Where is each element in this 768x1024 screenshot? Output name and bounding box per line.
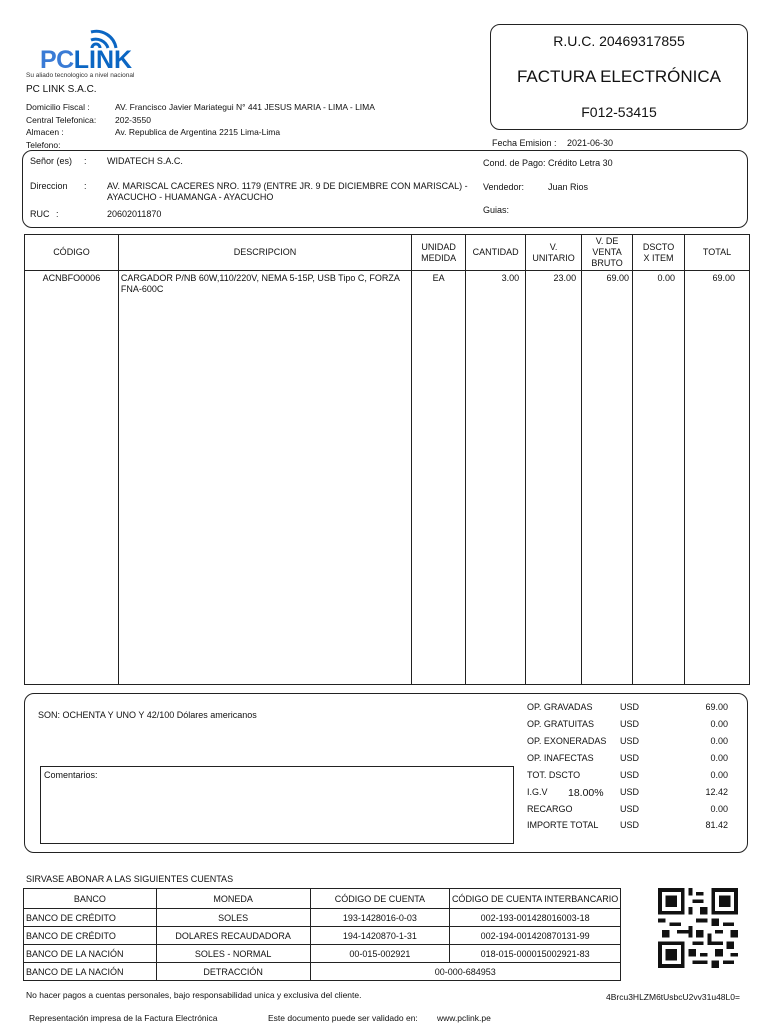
colon: : bbox=[84, 156, 87, 166]
logo-pc-text: PC bbox=[40, 46, 74, 74]
payment-note: No hacer pagos a cuentas personales, bajo responsabilidad unica y exclusiva del cliente. bbox=[26, 990, 362, 1000]
cell-codigo: ACNBFO0006 bbox=[25, 271, 119, 685]
total-currency: USD bbox=[620, 770, 640, 780]
issue-date-label: Fecha Emision : bbox=[492, 138, 557, 148]
company-row-value: AV. Francisco Javier Mariategui N° 441 JESUS MARIA - LIMA - LIMA bbox=[115, 102, 375, 112]
colon: : bbox=[56, 209, 59, 219]
footer-website-link[interactable]: www.pclink.pe bbox=[437, 1013, 491, 1023]
comments-label: Comentarios: bbox=[44, 770, 98, 780]
total-label: OP. GRATUITAS bbox=[527, 719, 595, 729]
total-currency: USD bbox=[620, 820, 640, 830]
invoice-ruc: R.U.C. 20469317855 bbox=[553, 33, 685, 49]
issue-date: 2021-06-30 bbox=[567, 138, 614, 148]
total-currency: USD bbox=[620, 702, 640, 712]
cell-descripcion: CARGADOR P/NB 60W,110/220V, NEMA 5-15P, USB Tipo C, FORZA FNA-600C bbox=[118, 271, 411, 685]
footer-validated-text: Este documento puede ser validado en: bbox=[268, 1013, 418, 1023]
total-value: 0.00 bbox=[710, 719, 728, 729]
bank-section-title: SIRVASE ABONAR A LAS SIGUIENTES CUENTAS bbox=[26, 874, 234, 884]
cell-dscto: 0.00 bbox=[633, 271, 685, 685]
client-name: WIDATECH S.A.C. bbox=[107, 156, 183, 166]
seller-name: Juan Rios bbox=[548, 182, 589, 192]
client-address-line: AYACUCHO - HUAMANGA - AYACUCHO bbox=[107, 192, 274, 202]
logo-link-text: LINK bbox=[73, 46, 133, 74]
total-row-inafectas bbox=[527, 753, 732, 770]
bank-currency: SOLES - NORMAL bbox=[156, 945, 310, 963]
bank-currency: DETRACCIÓN bbox=[156, 963, 310, 981]
total-row-recargo bbox=[527, 804, 732, 821]
total-value: 81.42 bbox=[705, 820, 728, 830]
header-v-unitario: V. UNITARIO bbox=[526, 235, 582, 271]
bank-name: BANCO DE LA NACIÓN bbox=[24, 945, 157, 963]
bank-cci: 002-194-001420870131-99 bbox=[450, 927, 621, 945]
client-ruc: 20602011870 bbox=[107, 209, 162, 219]
bank-header: MONEDA bbox=[156, 889, 310, 909]
total-row-dscto bbox=[527, 770, 732, 787]
company-row-value: Av. Republica de Argentina 2215 Lima-Lima bbox=[115, 127, 281, 137]
total-value: 0.00 bbox=[710, 770, 728, 780]
header-descripcion: DESCRIPCION bbox=[118, 235, 411, 271]
bank-header: CÓDIGO DE CUENTA INTERBANCARIO bbox=[450, 889, 621, 909]
amount-in-words: SON: OCHENTA Y UNO Y 42/100 Dólares americanos bbox=[38, 710, 257, 720]
invoice-ruc-box bbox=[490, 24, 748, 130]
total-currency: USD bbox=[620, 787, 640, 797]
company-row-label: Almacen : bbox=[26, 127, 64, 137]
table-row bbox=[24, 927, 621, 945]
cell-total: 69.00 bbox=[685, 271, 750, 685]
qr-code-icon bbox=[656, 888, 740, 968]
bank-account: 00-015-002921 bbox=[310, 945, 450, 963]
bank-account-merged: 00-000-684953 bbox=[310, 963, 620, 981]
total-currency: USD bbox=[620, 753, 640, 763]
total-currency: USD bbox=[620, 804, 640, 814]
table-row bbox=[24, 963, 621, 981]
company-row bbox=[26, 114, 446, 127]
company-name: PC LINK S.A.C. bbox=[26, 84, 97, 95]
table-row bbox=[25, 271, 750, 685]
bank-account: 194-1420870-1-31 bbox=[310, 927, 450, 945]
bank-name: BANCO DE CRÉDITO bbox=[24, 909, 157, 927]
bank-table bbox=[23, 888, 621, 981]
guides-label: Guias: bbox=[483, 205, 510, 215]
bank-header: BANCO bbox=[24, 889, 157, 909]
total-value: 0.00 bbox=[710, 804, 728, 814]
total-currency: USD bbox=[620, 736, 640, 746]
bank-currency: SOLES bbox=[156, 909, 310, 927]
total-row-gratuitas bbox=[527, 719, 732, 736]
company-tagline: Su aliado tecnologico a nivel nacional bbox=[26, 72, 135, 79]
header-dscto: DSCTO X ITEM bbox=[633, 235, 685, 271]
header-v-venta: V. DE VENTA BRUTO bbox=[582, 235, 633, 271]
client-name-label: Señor (es) bbox=[30, 156, 73, 166]
total-value: 0.00 bbox=[710, 736, 728, 746]
client-box bbox=[22, 150, 748, 228]
cell-cantidad: 3.00 bbox=[466, 271, 526, 685]
total-row-igv bbox=[527, 787, 732, 804]
items-header-row bbox=[25, 235, 750, 271]
total-label: RECARGO bbox=[527, 804, 573, 814]
invoice-title: FACTURA ELECTRÓNICA bbox=[516, 67, 722, 86]
client-ruc-label: RUC bbox=[30, 209, 50, 219]
company-row bbox=[26, 126, 446, 139]
colon: : bbox=[84, 181, 87, 191]
company-logo bbox=[40, 22, 160, 74]
payment-condition: Cond. de Pago: Crédito Letra 30 bbox=[483, 158, 613, 168]
total-value: 69.00 bbox=[705, 702, 728, 712]
bank-account: 193-1428016-0-03 bbox=[310, 909, 450, 927]
igv-rate: 18.00% bbox=[568, 787, 604, 799]
comments-box bbox=[40, 766, 514, 844]
client-address-line: AV. MARISCAL CACERES NRO. 1179 (ENTRE JR. 9 DE DICIEMBRE CON MARISCAL) - bbox=[107, 181, 468, 191]
company-row-label: Central Telefonica: bbox=[26, 114, 97, 125]
total-currency: USD bbox=[620, 719, 640, 729]
cell-v-unitario: 23.00 bbox=[526, 271, 582, 685]
company-row-label: Domicilio Fiscal : bbox=[26, 102, 90, 112]
client-address-label: Direccion bbox=[30, 181, 68, 191]
total-value: 0.00 bbox=[710, 753, 728, 763]
total-label: TOT. DSCTO bbox=[527, 770, 581, 780]
invoice-number: F012-53415 bbox=[581, 104, 657, 120]
bank-name: BANCO DE LA NACIÓN bbox=[24, 963, 157, 981]
table-row bbox=[24, 909, 621, 927]
company-row-label: Telefono: bbox=[26, 139, 61, 150]
company-row-value: 202-3550 bbox=[115, 114, 151, 125]
total-label: IMPORTE TOTAL bbox=[527, 820, 599, 830]
total-row-importe bbox=[527, 820, 732, 837]
total-row-gravadas bbox=[527, 702, 732, 719]
document-hash: 4Brcu3HLZM6tUsbcU2vv31u48L0= bbox=[606, 992, 740, 1002]
cell-unidad: EA bbox=[412, 271, 466, 685]
footer-representation: Representación impresa de la Factura Electrónica bbox=[29, 1013, 218, 1023]
table-row bbox=[24, 945, 621, 963]
bank-currency: DOLARES RECAUDADORA bbox=[156, 927, 310, 945]
total-label: I.G.V bbox=[527, 787, 548, 797]
header-total: TOTAL bbox=[685, 235, 750, 271]
bank-cci: 002-193-001428016003-18 bbox=[450, 909, 621, 927]
items-table bbox=[24, 234, 750, 685]
seller-label: Vendedor: bbox=[483, 182, 525, 192]
cell-v-venta: 69.00 bbox=[582, 271, 633, 685]
header-codigo: CÓDIGO bbox=[25, 235, 119, 271]
bank-header-row bbox=[24, 889, 621, 909]
company-info bbox=[26, 101, 446, 151]
total-label: OP. GRAVADAS bbox=[527, 702, 593, 712]
bank-name: BANCO DE CRÉDITO bbox=[24, 927, 157, 945]
bank-cci: 018-015-000015002921-83 bbox=[450, 945, 621, 963]
total-row-exoneradas bbox=[527, 736, 732, 753]
bank-header: CÓDIGO DE CUENTA bbox=[310, 889, 450, 909]
total-label: OP. EXONERADAS bbox=[527, 736, 607, 746]
header-unidad: UNIDAD MEDIDA bbox=[412, 235, 466, 271]
header-cantidad: CANTIDAD bbox=[466, 235, 526, 271]
total-value: 12.42 bbox=[705, 787, 728, 797]
company-row bbox=[26, 101, 446, 114]
total-label: OP. INAFECTAS bbox=[527, 753, 594, 763]
